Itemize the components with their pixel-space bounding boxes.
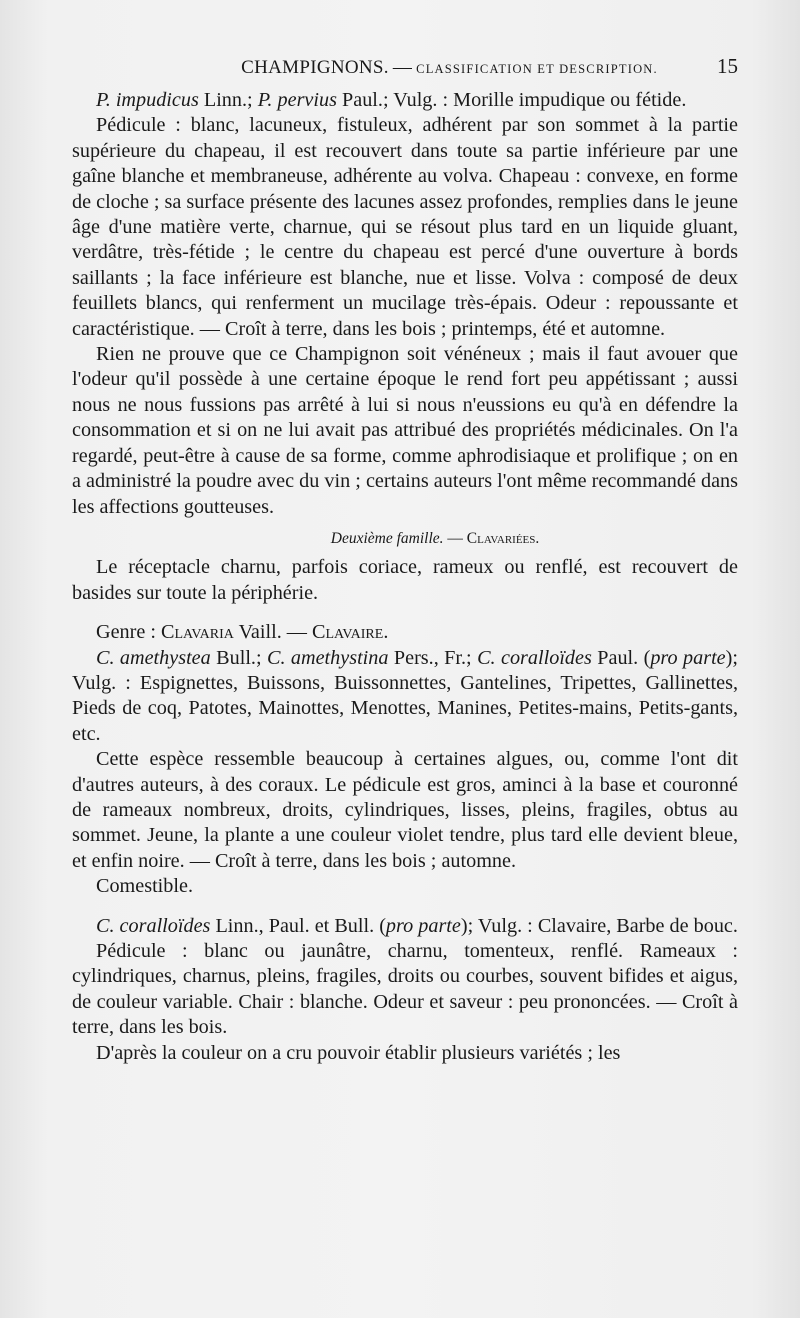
species-authority: Linn.; xyxy=(198,89,258,111)
genus-authority: Vaill. — xyxy=(233,621,313,644)
description-paragraph: Pédicule : blanc, lacuneux, fistuleux, adhérent par son sommet à la partie supérieure du chapeau, il est recouvert dans toute sa partie inférieure par une gaîne blanche et membraneuse, adhérente au volva. Chapeau : convexe, en forme de cloche ; sa surface présente des lacunes assez profondes, remplies dans le jeune âge d'une matière verte, charnue, qui se résout plus tard en un liquide gluant, verdâtre, très-fétide ; le centre du chapeau est percé d'une ouverture à bords saillants ; la face inférieure est blanche, nue et lisse. Volva : composé de deux feuillets blancs, qui renferment un mucilage très-épais. Odeur : repoussante et caractéristique. — Croît à terre, dans les bois ; printemps, été et automne. xyxy=(72,114,738,340)
species-vernacular: ); Vulg. : Espignettes, Buissons, Buissonnettes, Gantelines, Tripettes, Gallinettes, Pieds de coq, Patotes, Mainottes, Menottes, Manines, Petites-mains, Petits-gants, etc. xyxy=(72,646,738,745)
species-vernacular: ); Vulg. : Clavaire, Barbe de bouc. xyxy=(460,914,738,937)
species-authority: Pers., Fr.; xyxy=(388,646,478,669)
description-paragraph: Pédicule : blanc ou jaunâtre, charnu, tomenteux, renflé. Rameaux : cylindriques, charnus, pleins, fragiles, droits ou courbes, souvent bifides et aigus, de couleur variable. Chair : blanche. Odeur et saveur : peu prononcées. — Croît à terre, dans les bois. xyxy=(72,940,738,1039)
header-dash: — xyxy=(392,57,413,78)
family-label: Deuxième famille. xyxy=(330,529,444,547)
species-synonym: C. coralloïdes xyxy=(477,646,592,669)
species-synonym: P. pervius xyxy=(257,89,337,111)
genus-french: Clavaire. xyxy=(312,621,389,644)
species-name: C. coralloïdes xyxy=(96,914,211,937)
family-description: Le réceptacle charnu, parfois coriace, rameux ou renflé, est recouvert de basides sur toute la périphérie. xyxy=(72,556,738,604)
genus-label: Genre : xyxy=(96,621,162,644)
family-dash: — xyxy=(443,529,467,547)
species-authority: Bull.; xyxy=(210,646,267,669)
species-entry-coralloides xyxy=(72,914,738,939)
page-body xyxy=(72,88,738,1066)
pro-parte-note: pro parte xyxy=(385,914,461,937)
genus-latin: Clavaria xyxy=(161,621,234,644)
species-synonym: C. amethystina xyxy=(267,646,389,669)
species-authority: Paul. ( xyxy=(591,646,651,669)
spacer xyxy=(72,900,738,914)
species-name: P. impudicus xyxy=(96,89,199,111)
family-name: Clavariées. xyxy=(466,529,540,547)
edibility-note: Comestible. xyxy=(96,875,194,898)
family-heading xyxy=(72,526,738,551)
continuation-paragraph: D'après la couleur on a cru pouvoir établir plusieurs variétés ; les xyxy=(96,1041,621,1064)
header-main-title: CHAMPIGNONS. xyxy=(241,57,389,78)
species-vernacular: Paul.; Vulg. : Morille impudique ou fétide. xyxy=(336,89,687,111)
species-entry-phallus xyxy=(72,88,738,113)
header-title xyxy=(72,57,717,79)
page-number: 15 xyxy=(717,54,738,78)
species-name: C. amethystea xyxy=(96,646,211,669)
species-authority: Linn., Paul. et Bull. ( xyxy=(210,914,386,937)
commentary-paragraph: Rien ne prouve que ce Champignon soit vénéneux ; mais il faut avouer que l'odeur qu'il possède à une certaine époque le rend fort peu appétissant ; aussi nous ne nous fussions pas arrêté à lui si nous n'eussions eu qu'à en défendre la consommation et si on ne lui avait pas attribué des propriétés médicinales. On l'a regardé, peut-être à cause de sa forme, comme aphrodisiaque et prolifique ; on en a administré la poudre avec du vin ; certains auteurs l'ont même recommandé dans les affections goutteuses. xyxy=(72,343,738,518)
spacer xyxy=(72,606,738,620)
genus-heading xyxy=(72,620,738,645)
description-paragraph: Cette espèce ressemble beaucoup à certaines algues, ou, comme l'ont dit d'autres auteurs, à des coraux. Le pédicule est gros, aminci à la base et couronné de rameaux nombreux, droits, cylindriques, lisses, pleins, fragiles, obtus au sommet. Jeune, la plante a une couleur violet tendre, plus tard elle devient bleue, et enfin noire. — Croît à terre, dans les bois ; automne. xyxy=(72,748,738,872)
running-header xyxy=(72,54,738,84)
species-entry-amethystea xyxy=(72,646,738,748)
header-subtitle: CLASSIFICATION ET DESCRIPTION. xyxy=(416,62,658,76)
pro-parte-note: pro parte xyxy=(650,646,726,669)
